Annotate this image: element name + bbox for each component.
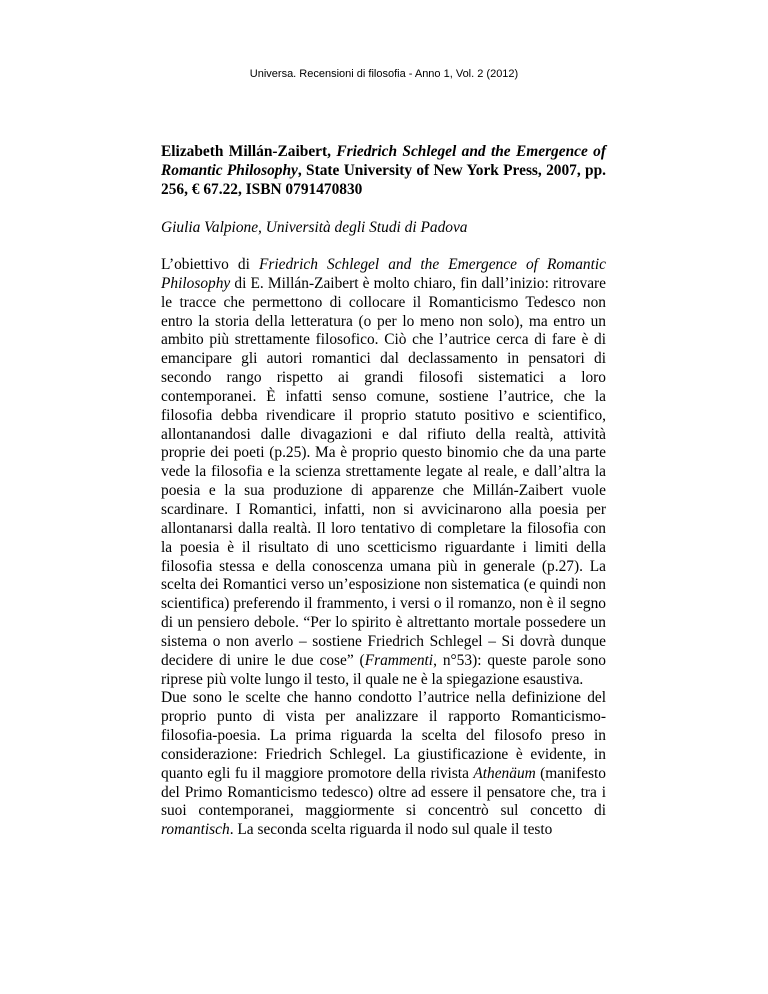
- reviewer-line: Giulia Valpione, Università degli Studi di Padova: [161, 219, 468, 236]
- review-title: [161, 142, 606, 199]
- running-header: Universa. Recensioni di filosofia - Anno 1, Vol. 2 (2012): [249, 68, 519, 80]
- book-author: Elizabeth Millán-Zaibert,: [161, 143, 337, 160]
- paragraph-1: L’obiettivo di Friedrich Schlegel and the Emergence of Romantic Philosophy di E. Millán-Zaibert è molto chiaro, fin dall’inizio: ritrovare le tracce che permettono di collocare il Romanticismo Tedesco non entro la storia della letteratura (o per lo meno non solo), ma entro un ambito più strettamente filosofico. Ciò che l’autrice cerca di fare è di emancipare gli autori romantici dal declassamento in pensatori di secondo rango rispetto ai grandi filosofi sistematici a loro contemporanei. È infatti senso comune, sostiene l’autrice, che la filosofia debba rivendicare il proprio statuto positivo e scientifico, allontanandosi dalle divagazioni e dal rifiuto della realtà, attività proprie dei poeti (p.25). Ma è proprio questo binomio che da una parte vede la filosofia e la scienza strettamente legate al reale, e dall’altra la poesia e la sua produzione di apparenze che Millán-Zaibert vuole scardinare. I Romantici, infatti, non si avvicinarono alla poesia per allontanarsi dalla realtà. Il loro tentativo di completare la filosofia con la poesia è il risultato di uno scetticismo riguardante i limiti della filosofia stessa e della conoscenza umana più in generale (p.27). La scelta dei Romantici verso un’esposizione non sistematica (e quindi non scientifica) preferendo il frammento, i versi o il romanzo, non è il segno di un pensiero debole. “Per lo spirito è altrettanto mortale possedere un sistema o non averlo – sostiene Friedrich Schlegel – Si dovrà dunque decidere di unire le due cose” (Frammenti, n°53): queste parole sono riprese più volte lungo il testo, il quale ne è la spiegazione esaustiva.: [161, 256, 606, 688]
- book-title: Friedrich Schlegel and the Emergence of Romantic Philosophy: [161, 143, 606, 179]
- publication-details: , State University of New York Press, 2007, pp. 256, € 67.22, ISBN 0791470830: [161, 162, 606, 198]
- review-content: [161, 142, 606, 840]
- paragraph-2: Due sono le scelte che hanno condotto l’autrice nella definizione del proprio punto di vista per analizzare il rapporto Romanticismo-filosofia-poesia. La prima riguarda la scelta del filosofo preso in considerazione: Friedrich Schlegel. La giustificazione è evidente, in quanto egli fu il maggiore promotore della rivista Athenäum (manifesto del Primo Romanticismo tedesco) oltre ad essere il pensatore che, tra i suoi contemporanei, maggiormente si concentrò sul concetto di romantisch. La seconda scelta riguarda il nodo sul quale il testo: [161, 689, 606, 839]
